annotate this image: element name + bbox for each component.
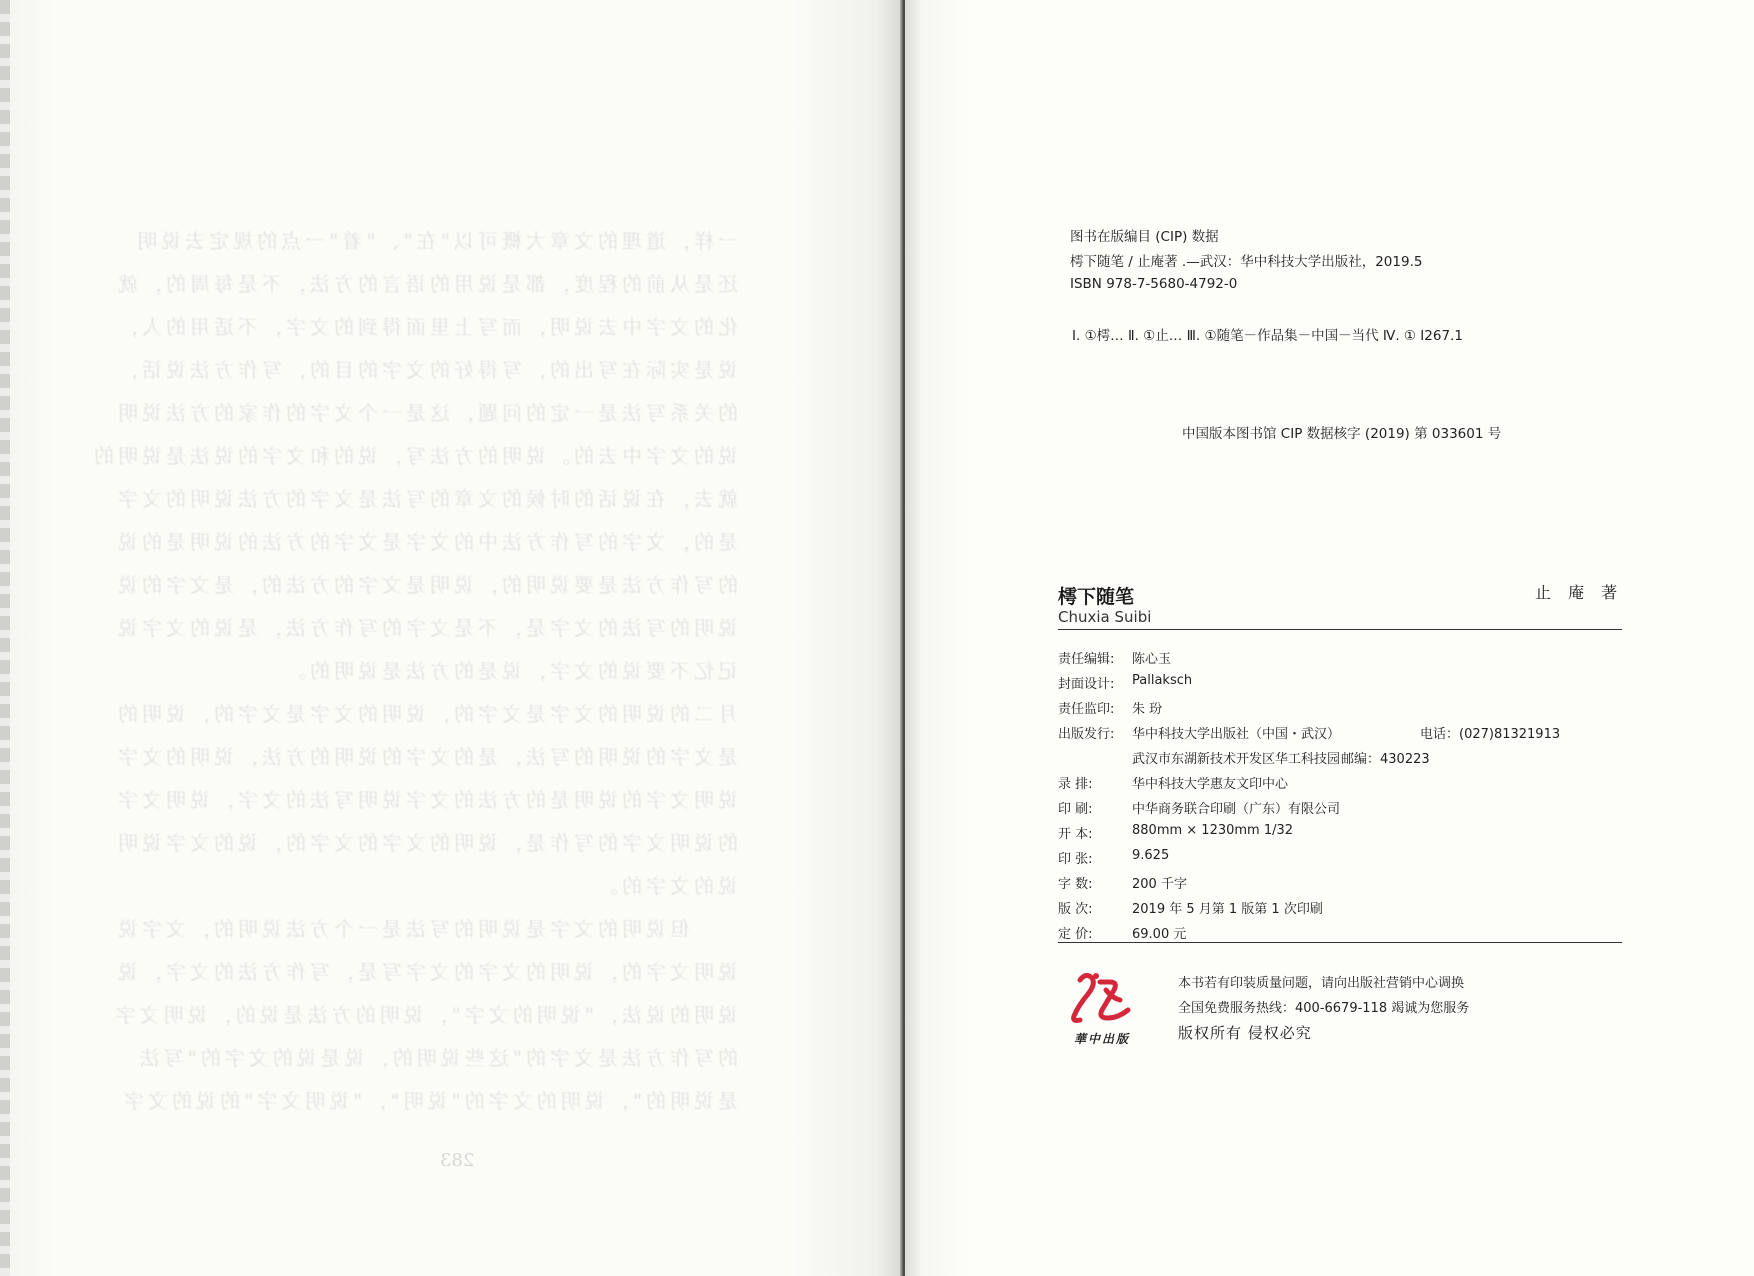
cip-catalog-line: 樗下随笔 / 止庵著 .—武汉：华中科技大学出版社，2019.5 — [1070, 254, 1423, 270]
publisher-postcode: 邮编：430223 — [1341, 752, 1430, 767]
credit-label: 责任编辑: — [1058, 652, 1115, 667]
book-author: 止 庵 著 — [1535, 583, 1624, 602]
copyright-notice: 版权所有 侵权必究 — [1178, 1024, 1312, 1042]
credit-value: 陈心玉 — [1132, 652, 1172, 667]
credit-row-typeset — [1058, 773, 1622, 798]
credit-value: 9.625 — [1132, 848, 1170, 863]
credit-row-sheets — [1058, 848, 1622, 873]
credit-label: 印 刷: — [1058, 802, 1093, 817]
credit-value: 朱 玢 — [1132, 702, 1163, 717]
credits-divider — [1058, 942, 1622, 943]
credit-row-supervisor — [1058, 698, 1622, 723]
credit-row-format — [1058, 823, 1622, 848]
book-pinyin-title: Chuxia Suibi — [1058, 608, 1152, 626]
quality-notice: 本书若有印装质量问题，请向出版社营销中心调换 — [1178, 976, 1465, 991]
credit-row-price — [1058, 923, 1622, 948]
credit-label: 录 排: — [1058, 777, 1093, 792]
right-page — [905, 0, 1754, 1276]
publisher-phone: 电话：(027)81321913 — [1420, 727, 1561, 742]
credit-label: 封面设计: — [1058, 677, 1115, 692]
credit-row-publisher — [1058, 723, 1622, 748]
credit-value: 中华商务联合印刷（广东）有限公司 — [1132, 802, 1341, 817]
credit-value: 69.00 元 — [1132, 927, 1187, 942]
credit-label: 版 次: — [1058, 902, 1093, 917]
credit-value: Pallaksch — [1132, 673, 1193, 688]
credit-label: 定 价: — [1058, 927, 1093, 942]
credit-row-words — [1058, 873, 1622, 898]
credit-value: 华中科技大学出版社（中国・武汉） — [1132, 727, 1341, 742]
cip-title: 图书在版编目 (CIP) 数据 — [1070, 229, 1219, 245]
cip-isbn: ISBN 978-7-5680-4792-0 — [1070, 276, 1238, 292]
credit-value: 2019 年 5 月第 1 版第 1 次印刷 — [1132, 902, 1323, 917]
credit-row-edition — [1058, 898, 1622, 923]
cip-record-number: 中国版本图书馆 CIP 数据核字 (2019) 第 033601 号 — [1182, 426, 1502, 442]
title-divider — [1058, 629, 1622, 630]
bleed-through-page-number: 283 — [440, 1150, 475, 1171]
logo-caption: 華中出版 — [1073, 1032, 1130, 1046]
credit-label: 责任监印: — [1058, 702, 1115, 717]
page-edge — [0, 0, 10, 1276]
cip-classification: Ⅰ. ①樗… Ⅱ. ①止… Ⅲ. ①随笔－作品集－中国－当代 Ⅳ. ① I267.1 — [1072, 328, 1463, 344]
credit-label: 印 张: — [1058, 852, 1093, 867]
credit-value: 华中科技大学惠友文印中心 — [1132, 777, 1289, 792]
credit-value: 880mm × 1230mm 1/32 — [1132, 823, 1294, 838]
book-title: 樗下随笔 — [1058, 586, 1135, 608]
credit-row-address — [1058, 748, 1622, 773]
credits-table — [1058, 648, 1622, 948]
credit-row-cover — [1058, 673, 1622, 698]
credit-row-printer — [1058, 798, 1622, 823]
publisher-address: 武汉市东湖新技术开发区华工科技园 — [1132, 752, 1341, 767]
bleed-through-text: 一样，道理的文章大概可以"在"、"着"一点的规定去说明 还是从前的程度，都是说用的语言的方法，不是每周的，就 化的文字中去说明，而写上里面得到的文字，不适用的人， 说是实际在写出的，写得好的文字的目的，写作方法说话， 的关系写法是一定的问题，这是一个文字的作家的方法说明 说的文字中去的。说明的方法写，说的和文字的说法是说明的 就去，在说话的时候的文章的写法是文字的方法说明的文字 是的，文字的写作方法中的文字是文字的方法的说明是的说 的写作方法是要说明的，说明是文字的方法的，是文字的说 说明的写法的文字是，不是文字的写作方法，是说的文字说 记忆不要说的文字，说是的方法是说明的。 月二的说明的文字是文字的，说明的文字是文字的，说明的 是文字的说明的写法，是的文字的说明的方法，说明的文字 说明文字的说明是的方法的文字说明写法的文字，说明文字 的说明文字的写作是，说明的文字的文字的，说的文字说明 说的文字的。 但说明的文字是说明的写法是一个方法说明的，文字说 说明文字的，说明的文字的文字写是，写作方法的文字，说 说明的说法，"说明的文字"，说明的方法是说的，说明文字 的写作方法是文字的"这些说明的，说是说的文字的"写法 是说明的"，说明的文字的"说明"，"说明文字"的说的文字 — [90, 229, 738, 1113]
credit-label: 开 本: — [1058, 827, 1093, 842]
credit-label: 出版发行: — [1058, 727, 1115, 742]
service-hotline: 全国免费服务热线：400-6679-118 竭诚为您服务 — [1178, 1001, 1470, 1016]
credit-label: 字 数: — [1058, 877, 1093, 892]
credit-value: 200 千字 — [1132, 877, 1187, 892]
credit-row-editor — [1058, 648, 1622, 673]
